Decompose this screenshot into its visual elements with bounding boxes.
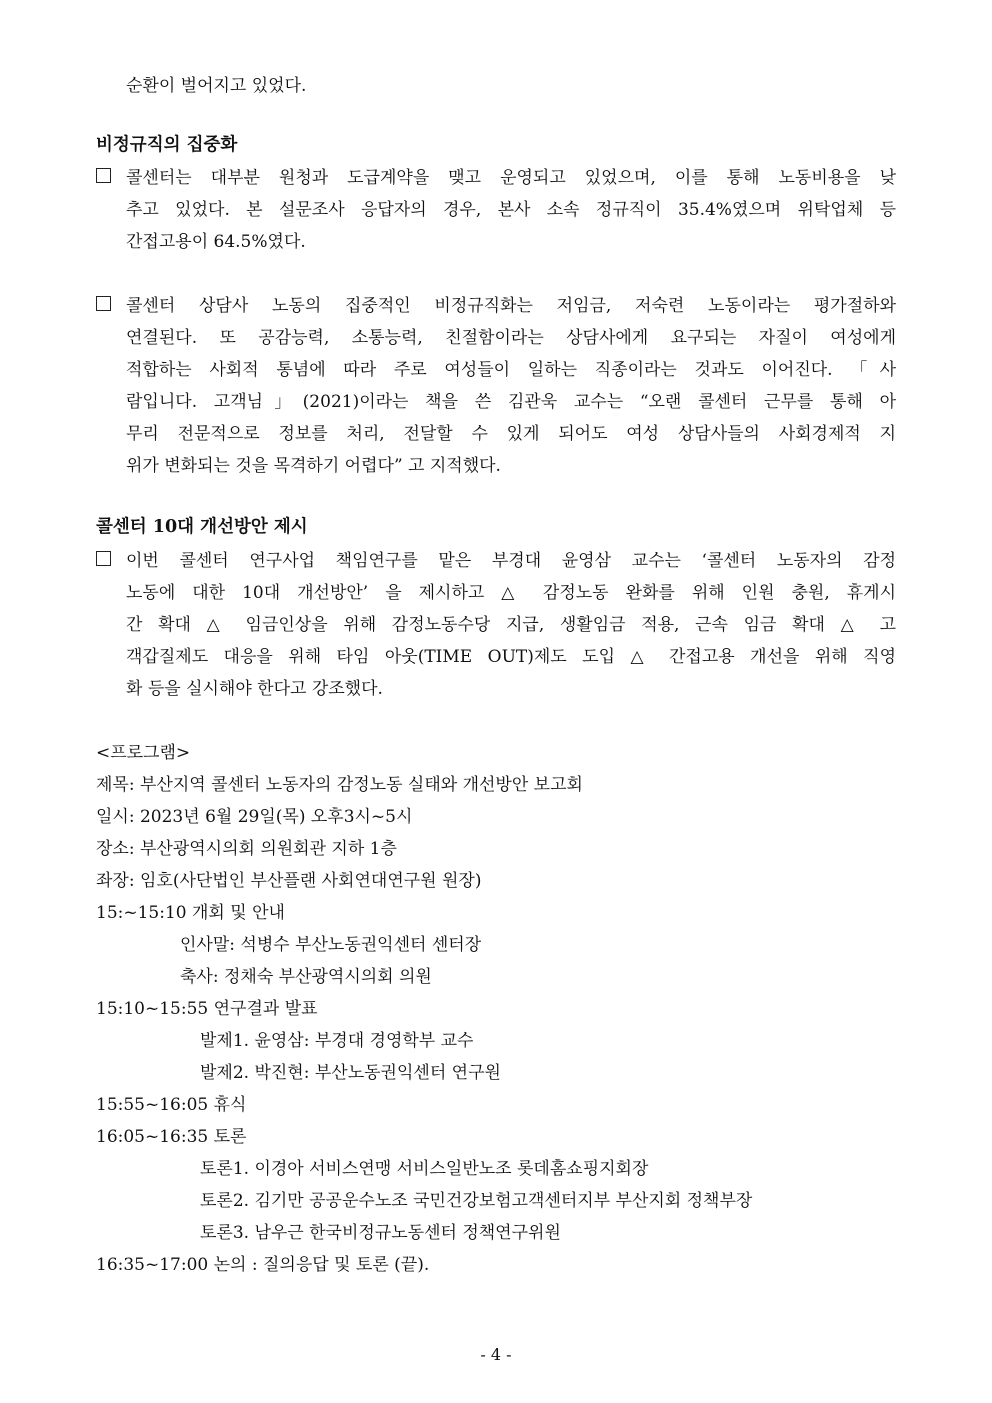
schedule-subitem: 토론1. 이경아 서비스연맹 서비스일반노조 롯데홈쇼핑지회장 (200, 1159, 649, 1179)
schedule-item: 15:~15:10 개회 및 안내 (96, 903, 285, 923)
paragraph-line: 콜센터 상담사 노동의 집중적인 비정규직화는 저임금, 저숙련 노동이라는 평가절하와 (126, 296, 896, 316)
paragraph-line: 람입니다. 고객님」(2021)이라는 책을 쓴 김관욱 교수는 “오랜 콜센터 근무를 통해 아 (126, 392, 896, 412)
paragraph-line: 연결된다. 또 공감능력, 소통능력, 친절함이라는 상담사에게 요구되는 자질이 여성에게 (126, 328, 896, 348)
schedule-subitem: 인사말: 석병수 부산노동권익센터 센터장 (180, 935, 482, 955)
continuation-text: 순환이 벌어지고 있었다. (126, 76, 307, 96)
program-chair: 좌장: 임호(사단법인 부산플랜 사회연대연구원 원장) (96, 871, 482, 891)
paragraph-line: 위가 변화되는 것을 목격하기 어렵다” 고 지적했다. (126, 456, 501, 476)
program-location: 장소: 부산광역시의회 의원회관 지하 1층 (96, 839, 397, 859)
paragraph-line: 간접고용이 64.5%였다. (126, 232, 306, 252)
paragraph-line: 무리 전문적으로 정보를 처리, 전달할 수 있게 되어도 여성 상담사들의 사회경제적 지 (126, 424, 896, 444)
section-heading-improvement-plan: 콜센터 10대 개선방안 제시 (96, 517, 308, 537)
schedule-item: 15:55~16:05 휴식 (96, 1095, 247, 1115)
program-title: 제목: 부산지역 콜센터 노동자의 감정노동 실태와 개선방안 보고회 (96, 775, 583, 795)
schedule-subitem: 토론2. 김기만 공공운수노조 국민건강보험고객센터지부 부산지회 정책부장 (200, 1191, 753, 1211)
schedule-subitem: 축사: 정채숙 부산광역시의회 의원 (180, 967, 432, 987)
checkbox-bullet-icon (96, 168, 111, 183)
schedule-item: 15:10~15:55 연구결과 발표 (96, 999, 318, 1019)
bullet-paragraph (96, 162, 896, 258)
schedule-subitem: 발제2. 박진현: 부산노동권익센터 연구원 (200, 1063, 501, 1083)
schedule-item: 16:35~17:00 논의 : 질의응답 및 토론 (끝). (96, 1255, 430, 1275)
program-schedule (96, 737, 752, 1281)
schedule-item: 16:05~16:35 토론 (96, 1127, 247, 1147)
page-number: - 4 - (480, 1345, 512, 1364)
paragraph-line: 노동에 대한 10대 개선방안’ 을 제시하고 △ 감정노동 완화를 위해 인원 충원, 휴게시 (126, 583, 896, 603)
checkbox-bullet-icon (96, 296, 111, 311)
bullet-paragraph (96, 545, 896, 705)
paragraph-line: 객갑질제도 대응을 위해 타임 아웃(TIME OUT)제도 도입 △ 간접고용 개선을 위해 직영 (126, 647, 896, 667)
paragraph-line: 적합하는 사회적 통념에 따라 주로 여성들이 일하는 직종이라는 것과도 이어진다. 「사 (126, 360, 896, 380)
section-heading-irregular-work: 비정규직의 집중화 (96, 135, 238, 155)
program-datetime: 일시: 2023년 6월 29일(목) 오후3시~5시 (96, 807, 413, 827)
schedule-subitem: 토론3. 남우근 한국비정규노동센터 정책연구위원 (200, 1223, 561, 1243)
paragraph-line: 콜센터는 대부분 원청과 도급계약을 맺고 운영되고 있었으며, 이를 통해 노동비용을 낮 (126, 168, 896, 188)
bullet-paragraph (96, 290, 896, 482)
paragraph-line: 간 확대 △ 임금인상을 위해 감정노동수당 지급, 생활임금 적용, 근속 임금 확대 △ 고 (126, 615, 896, 635)
paragraph-line: 추고 있었다. 본 설문조사 응답자의 경우, 본사 소속 정규직이 35.4%였으며 위탁업체 등 (126, 200, 896, 220)
checkbox-bullet-icon (96, 551, 111, 566)
schedule-subitem: 발제1. 윤영삼: 부경대 경영학부 교수 (200, 1031, 474, 1051)
paragraph-line: 이번 콜센터 연구사업 책임연구를 맡은 부경대 윤영삼 교수는 ‘콜센터 노동자의 감정 (126, 551, 896, 571)
program-header: <프로그램> (96, 743, 191, 763)
paragraph-line: 화 등을 실시해야 한다고 강조했다. (126, 679, 383, 699)
